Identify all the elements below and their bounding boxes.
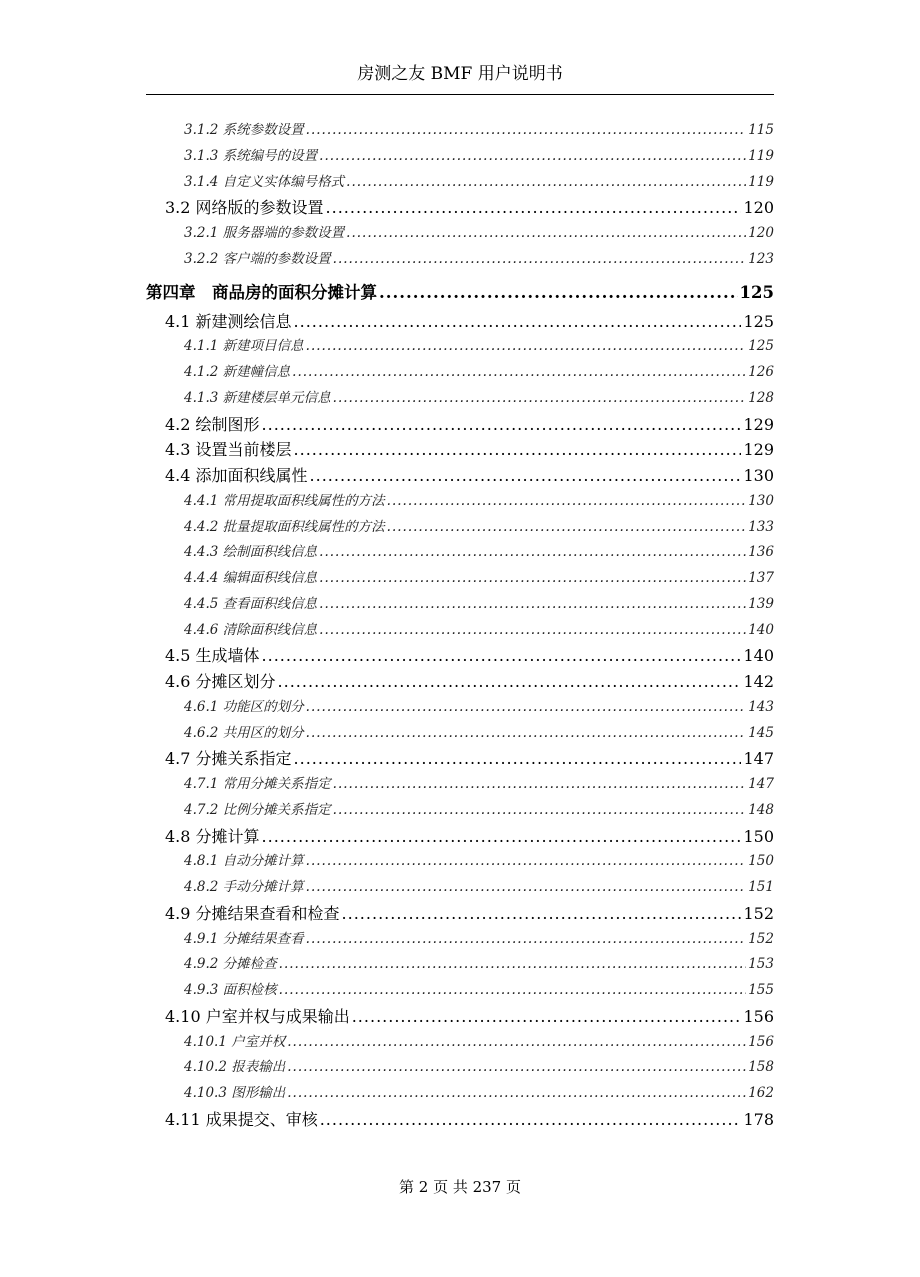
toc-entry-page-number: 142 bbox=[743, 672, 774, 691]
toc-entry-label: 3.1.2 系统参数设置 bbox=[184, 122, 304, 138]
toc-entry[interactable] bbox=[146, 772, 774, 798]
toc-entry[interactable] bbox=[146, 437, 774, 463]
toc-leader-dots bbox=[262, 415, 742, 434]
toc-entry-label: 4.4 添加面积线属性 bbox=[165, 466, 308, 485]
toc-leader-dots bbox=[352, 1007, 742, 1026]
toc-entry-label: 4.4.5 查看面积线信息 bbox=[184, 595, 318, 612]
toc-entry-page-number: 140 bbox=[743, 646, 774, 666]
toc-entry-label: 4.5 生成墙体 bbox=[165, 646, 260, 666]
toc-entry[interactable] bbox=[146, 412, 774, 438]
toc-entry[interactable] bbox=[146, 195, 774, 221]
toc-entry[interactable] bbox=[146, 170, 774, 196]
toc-leader-dots bbox=[306, 879, 747, 895]
toc-entry-label: 3.1.4 自定义实体编号格式 bbox=[184, 173, 345, 190]
toc-entry-page-number: 150 bbox=[743, 826, 774, 846]
toc-leader-dots bbox=[306, 122, 747, 138]
toc-leader-dots bbox=[278, 672, 742, 691]
toc-entry[interactable] bbox=[146, 978, 774, 1004]
toc-leader-dots bbox=[319, 148, 746, 164]
toc-entry[interactable] bbox=[146, 273, 774, 309]
toc-entry-page-number: 156 bbox=[748, 1033, 774, 1050]
toc-entry-page-number: 120 bbox=[748, 225, 774, 241]
toc-entry-label: 4.8.2 手动分摊计算 bbox=[184, 879, 304, 895]
toc-entry-label: 4.6 分摊区划分 bbox=[165, 672, 276, 691]
toc-entry-label: 4.9.3 面积检核 bbox=[184, 982, 277, 998]
page-number: 第 2 页 共 237 页 bbox=[398, 1178, 521, 1196]
toc-entry[interactable] bbox=[146, 515, 774, 541]
toc-entry-page-number: 147 bbox=[743, 749, 774, 769]
toc-leader-dots bbox=[333, 802, 747, 818]
toc-entry[interactable] bbox=[146, 721, 774, 747]
toc-leader-dots bbox=[279, 956, 747, 972]
toc-entry-label: 4.3 设置当前楼层 bbox=[165, 440, 292, 460]
toc-entry-page-number: 130 bbox=[748, 492, 774, 509]
toc-entry-page-number: 139 bbox=[748, 595, 774, 612]
toc-entry[interactable] bbox=[146, 386, 774, 412]
toc-entry[interactable] bbox=[146, 927, 774, 953]
toc-leader-dots bbox=[279, 982, 747, 998]
toc-entry[interactable] bbox=[146, 1055, 774, 1081]
toc-entry-page-number: 130 bbox=[743, 466, 774, 485]
toc-entry-page-number: 129 bbox=[743, 440, 774, 460]
toc-entry-page-number: 162 bbox=[748, 1085, 774, 1101]
toc-entry-label: 4.4.6 清除面积线信息 bbox=[184, 621, 318, 638]
toc-entry-page-number: 152 bbox=[743, 903, 774, 923]
toc-entry-label: 4.4.1 常用提取面积线属性的方法 bbox=[184, 492, 385, 509]
toc-entry-label: 4.7.1 常用分摊关系指定 bbox=[184, 776, 331, 792]
toc-leader-dots bbox=[306, 725, 747, 741]
toc-entry[interactable] bbox=[146, 360, 774, 386]
toc-entry-label: 4.9.1 分摊结果查看 bbox=[184, 930, 304, 947]
toc-entry[interactable] bbox=[146, 463, 774, 489]
toc-entry-label: 4.6.1 功能区的划分 bbox=[184, 698, 304, 715]
toc-entry[interactable] bbox=[146, 221, 774, 247]
table-of-contents bbox=[146, 118, 774, 1133]
toc-entry-page-number: 120 bbox=[743, 198, 774, 218]
toc-entry-page-number: 125 bbox=[739, 282, 774, 302]
toc-entry-page-number: 148 bbox=[748, 801, 774, 818]
toc-entry-page-number: 155 bbox=[748, 982, 774, 998]
toc-leader-dots bbox=[319, 544, 746, 560]
toc-entry-page-number: 151 bbox=[748, 879, 774, 895]
toc-entry-label: 3.2.1 服务器端的参数设置 bbox=[184, 225, 345, 241]
toc-leader-dots bbox=[333, 251, 747, 267]
toc-leader-dots bbox=[387, 519, 747, 535]
toc-entry-label: 4.10.3 图形输出 bbox=[184, 1085, 286, 1101]
toc-leader-dots bbox=[306, 853, 747, 869]
toc-entry-page-number: 147 bbox=[748, 776, 774, 792]
toc-entry[interactable] bbox=[146, 118, 774, 144]
toc-leader-dots bbox=[306, 931, 747, 947]
toc-entry-page-number: 140 bbox=[748, 621, 774, 638]
toc-entry-page-number: 137 bbox=[748, 570, 774, 586]
toc-leader-dots bbox=[333, 776, 747, 792]
toc-entry-label: 4.4.2 批量提取面积线属性的方法 bbox=[184, 518, 385, 535]
toc-leader-dots bbox=[292, 364, 746, 380]
document-title: 房测之友 BMF 用户说明书 bbox=[357, 64, 563, 84]
toc-entry-label: 3.2 网络版的参数设置 bbox=[165, 198, 324, 218]
toc-entry[interactable] bbox=[146, 824, 774, 850]
toc-entry-label: 4.4.4 编辑面积线信息 bbox=[184, 570, 318, 586]
toc-entry[interactable] bbox=[146, 618, 774, 644]
toc-leader-dots bbox=[319, 622, 746, 638]
toc-entry[interactable] bbox=[146, 875, 774, 901]
toc-entry[interactable] bbox=[146, 798, 774, 824]
toc-entry-label: 4.10.1 户室并权 bbox=[184, 1033, 286, 1050]
toc-entry-page-number: 115 bbox=[748, 122, 774, 138]
toc-entry[interactable] bbox=[146, 1107, 774, 1133]
toc-leader-dots bbox=[320, 1110, 742, 1129]
toc-entry-page-number: 143 bbox=[748, 698, 774, 715]
toc-entry-page-number: 125 bbox=[743, 311, 774, 331]
toc-entry-label: 4.7.2 比例分摊关系指定 bbox=[184, 801, 331, 818]
toc-entry[interactable] bbox=[146, 669, 774, 695]
toc-entry-page-number: 136 bbox=[748, 544, 774, 561]
toc-entry[interactable] bbox=[146, 643, 774, 669]
toc-entry[interactable] bbox=[146, 334, 774, 360]
toc-entry-page-number: 123 bbox=[748, 250, 774, 267]
toc-entry[interactable] bbox=[146, 540, 774, 566]
toc-entry-label: 4.10.2 报表输出 bbox=[184, 1059, 286, 1076]
toc-entry-label: 4.1 新建测绘信息 bbox=[165, 311, 292, 331]
toc-entry-page-number: 126 bbox=[748, 364, 774, 380]
toc-leader-dots bbox=[287, 1034, 746, 1050]
toc-entry-label: 4.1.2 新建幢信息 bbox=[184, 364, 291, 380]
toc-entry[interactable] bbox=[146, 901, 774, 927]
toc-entry-page-number: 158 bbox=[748, 1059, 774, 1076]
toc-entry-page-number: 133 bbox=[748, 518, 774, 535]
toc-entry-label: 4.8.1 自动分摊计算 bbox=[184, 853, 304, 870]
toc-leader-dots bbox=[346, 174, 746, 190]
toc-entry-label: 4.10 户室并权与成果输出 bbox=[165, 1006, 350, 1026]
toc-entry[interactable] bbox=[146, 247, 774, 273]
toc-entry[interactable] bbox=[146, 309, 774, 335]
toc-entry-label: 4.7 分摊关系指定 bbox=[165, 749, 292, 769]
toc-leader-dots bbox=[262, 646, 742, 665]
toc-entry[interactable] bbox=[146, 566, 774, 592]
toc-entry-label: 4.4.3 绘制面积线信息 bbox=[184, 544, 318, 561]
toc-entry-page-number: 119 bbox=[748, 147, 774, 164]
toc-entry-label: 3.1.3 系统编号的设置 bbox=[184, 147, 318, 164]
toc-leader-dots bbox=[287, 1085, 746, 1101]
toc-leader-dots bbox=[333, 390, 747, 406]
toc-leader-dots bbox=[262, 827, 742, 846]
toc-leader-dots bbox=[319, 570, 746, 586]
toc-entry[interactable] bbox=[146, 1081, 774, 1107]
toc-leader-dots bbox=[346, 225, 746, 241]
toc-entry-label: 4.2 绘制图形 bbox=[165, 414, 260, 434]
toc-entry-label: 3.2.2 客户端的参数设置 bbox=[184, 250, 331, 267]
page-header bbox=[146, 60, 774, 95]
toc-leader-dots bbox=[319, 596, 746, 612]
toc-leader-dots bbox=[306, 338, 747, 354]
toc-entry-label: 4.1.1 新建项目信息 bbox=[184, 338, 304, 355]
toc-entry[interactable] bbox=[146, 695, 774, 721]
toc-entry-label: 4.8 分摊计算 bbox=[165, 826, 260, 846]
toc-entry-page-number: 129 bbox=[743, 414, 774, 434]
toc-leader-dots bbox=[326, 198, 742, 217]
toc-leader-dots bbox=[310, 466, 742, 485]
toc-entry-page-number: 150 bbox=[748, 853, 774, 870]
page-footer bbox=[0, 1176, 920, 1197]
toc-entry-page-number: 153 bbox=[748, 956, 774, 973]
toc-leader-dots bbox=[294, 440, 742, 459]
toc-entry-label: 4.1.3 新建楼层单元信息 bbox=[184, 389, 331, 406]
toc-entry-page-number: 178 bbox=[743, 1109, 774, 1129]
toc-entry-label: 4.9 分摊结果查看和检查 bbox=[165, 903, 340, 923]
toc-leader-dots bbox=[306, 699, 747, 715]
toc-entry[interactable] bbox=[146, 144, 774, 170]
toc-entry-label: 第四章 商品房的面积分摊计算 bbox=[146, 282, 377, 302]
toc-entry-page-number: 145 bbox=[748, 724, 774, 741]
toc-entry[interactable] bbox=[146, 1030, 774, 1056]
toc-entry-page-number: 125 bbox=[748, 338, 774, 355]
toc-entry-page-number: 156 bbox=[743, 1006, 774, 1026]
toc-entry-page-number: 119 bbox=[748, 173, 774, 190]
toc-entry[interactable] bbox=[146, 849, 774, 875]
toc-leader-dots bbox=[294, 749, 742, 768]
toc-entry-label: 4.11 成果提交、审核 bbox=[165, 1109, 318, 1129]
toc-entry[interactable] bbox=[146, 489, 774, 515]
toc-leader-dots bbox=[379, 283, 738, 302]
toc-entry-page-number: 128 bbox=[748, 389, 774, 406]
toc-entry[interactable] bbox=[146, 1004, 774, 1030]
toc-entry-label: 4.6.2 共用区的划分 bbox=[184, 724, 304, 741]
toc-entry-page-number: 152 bbox=[748, 930, 774, 947]
toc-leader-dots bbox=[287, 1059, 746, 1075]
toc-entry-label: 4.9.2 分摊检查 bbox=[184, 956, 277, 973]
toc-entry[interactable] bbox=[146, 952, 774, 978]
toc-leader-dots bbox=[342, 904, 742, 923]
toc-leader-dots bbox=[294, 312, 742, 331]
toc-entry[interactable] bbox=[146, 746, 774, 772]
toc-leader-dots bbox=[387, 493, 747, 509]
toc-entry[interactable] bbox=[146, 592, 774, 618]
